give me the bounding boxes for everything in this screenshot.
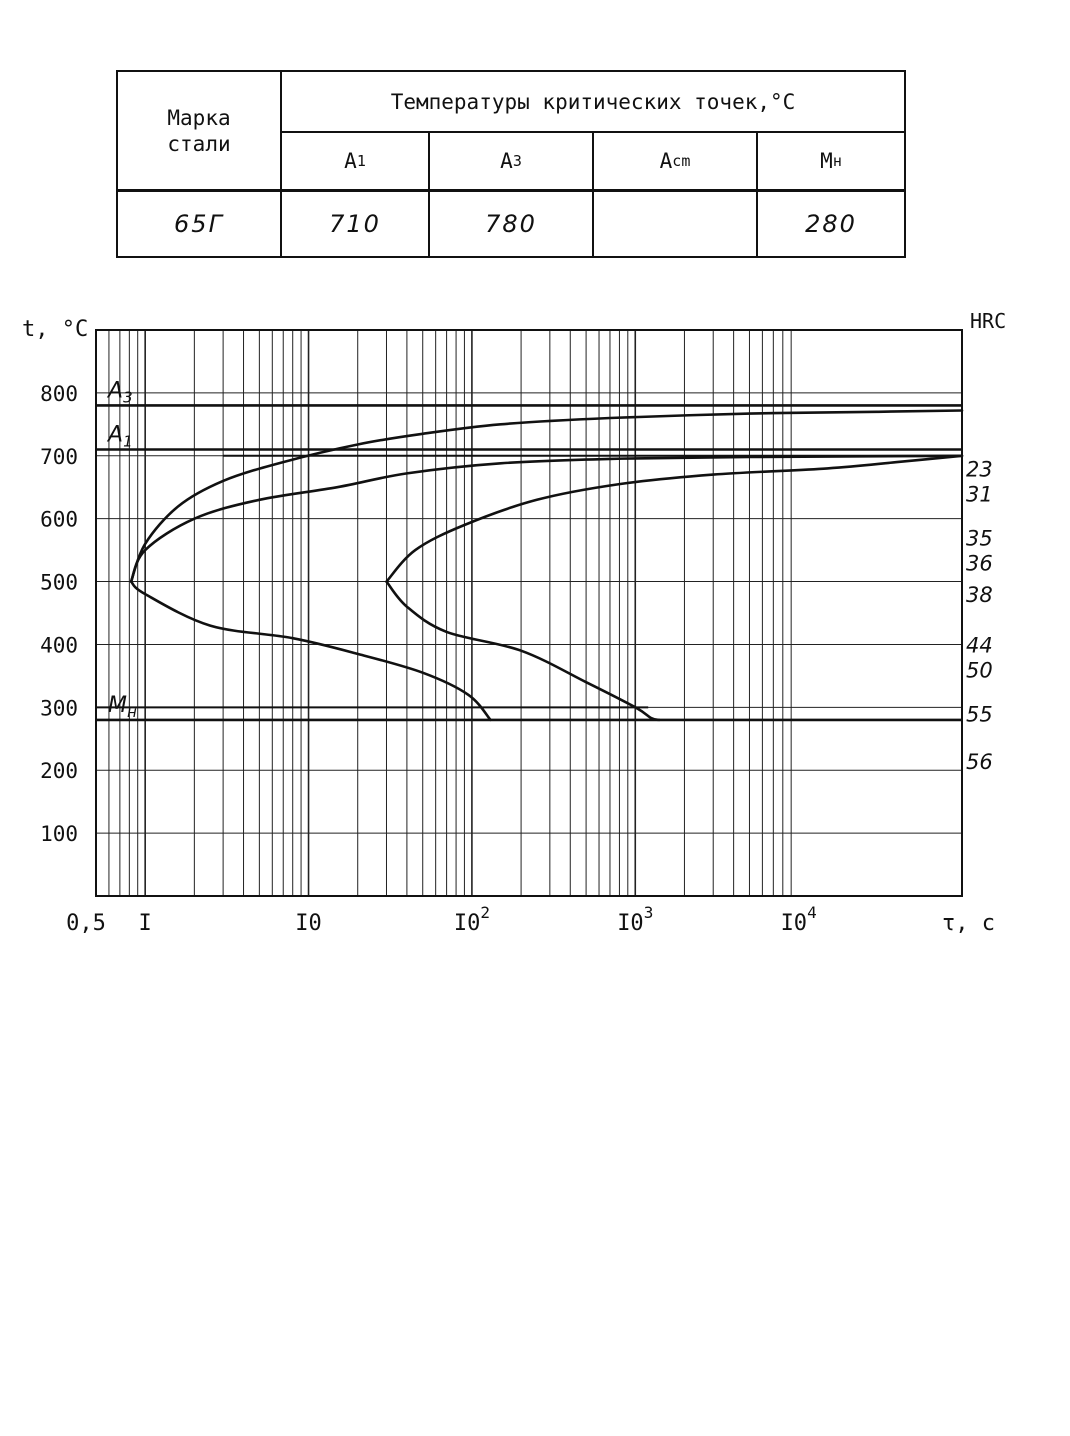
header-Acm-base: A <box>659 149 673 173</box>
header-critical-temps <box>282 72 904 131</box>
plot-frame <box>96 330 962 896</box>
transformation-curve-3 <box>131 582 490 720</box>
header-Mn-sub: н <box>832 152 842 170</box>
hrc-value-label: 35 <box>966 526 993 551</box>
header-A3-base: A <box>500 149 513 173</box>
y-tick-label: 400 <box>40 633 78 658</box>
critical-line-label-Mн: $M_н$ <box>108 692 137 721</box>
critical-line-label-sub: 1 <box>123 432 133 451</box>
header-critical-temps-text: Температуры критических точек, <box>390 89 770 114</box>
y-tick-label: 500 <box>40 570 78 595</box>
plot-border <box>96 330 962 896</box>
hrc-value-label: 56 <box>966 749 993 774</box>
x-tick-label-exponent: 4 <box>807 903 817 922</box>
cell-Mn: 280 <box>805 210 857 238</box>
curves <box>131 411 962 720</box>
critical-lines <box>96 378 962 720</box>
x-tick-label: $I0^2$ <box>453 903 490 936</box>
grid <box>96 330 962 896</box>
x-tick-label: $I0^3$ <box>617 903 654 936</box>
cell-Acm <box>594 192 756 256</box>
x-tick-label: I <box>138 911 152 936</box>
hrc-value-label: 23 <box>966 457 993 482</box>
header-Mn-base: M <box>820 149 833 173</box>
x-tick-label-exponent: 3 <box>643 903 654 922</box>
hrc-value-label: 36 <box>966 551 993 576</box>
y-tick-label: 300 <box>40 696 78 721</box>
hrc-value-label: 55 <box>966 702 993 727</box>
cell-grade: 65Г <box>174 210 224 238</box>
cell-A3: 780 <box>485 210 537 238</box>
hrc-value-label: 44 <box>966 633 993 658</box>
critical-line-label-sub: 3 <box>123 388 133 407</box>
y-tick-label: 700 <box>40 444 78 469</box>
header-steel-grade: Марка стали <box>167 105 231 156</box>
header-Mn <box>758 133 904 189</box>
critical-points-table <box>116 70 906 258</box>
x-tick-label: I0 <box>295 911 322 936</box>
y-tick-label: 200 <box>40 759 78 784</box>
table-border-right <box>904 70 906 258</box>
transformation-curve-5 <box>387 582 660 720</box>
transformation-curve-1 <box>131 411 962 582</box>
ttt-diagram <box>0 290 1070 960</box>
header-A3-sub: 3 <box>512 152 522 170</box>
x-axis-label: τ, с <box>942 911 995 936</box>
header-A3 <box>430 133 592 189</box>
table-border-bottom <box>116 256 906 258</box>
y-axis-label: t, °С <box>22 317 89 342</box>
hrc-value-label: 31 <box>966 482 993 507</box>
y-tick-label: 100 <box>40 822 78 847</box>
header-A1 <box>282 133 428 189</box>
x-tick-label: $I0^4$ <box>780 903 817 936</box>
critical-line-label-sub: н <box>126 702 137 721</box>
axis-labels <box>40 382 993 936</box>
header-critical-temps-unit: °С <box>770 89 796 114</box>
header-Acm <box>594 133 756 189</box>
header-A1-base: A <box>344 149 357 173</box>
y-tick-label: 600 <box>40 507 78 532</box>
hrc-value-label: 38 <box>966 583 993 608</box>
hrc-value-label: 50 <box>966 658 993 683</box>
critical-line-label-A1: $A_1$ <box>108 422 133 451</box>
critical-line-label-A3: $A_3$ <box>108 378 133 407</box>
header-Acm-sub: cm <box>672 152 691 170</box>
x-tick-label: 0,5 <box>66 911 106 936</box>
x-tick-label-exponent: 2 <box>480 903 490 922</box>
cell-A1: 710 <box>329 210 381 238</box>
hrc-axis-label: HRC <box>970 309 1007 333</box>
y-tick-label: 800 <box>40 381 78 406</box>
header-A1-sub: 1 <box>356 152 366 170</box>
